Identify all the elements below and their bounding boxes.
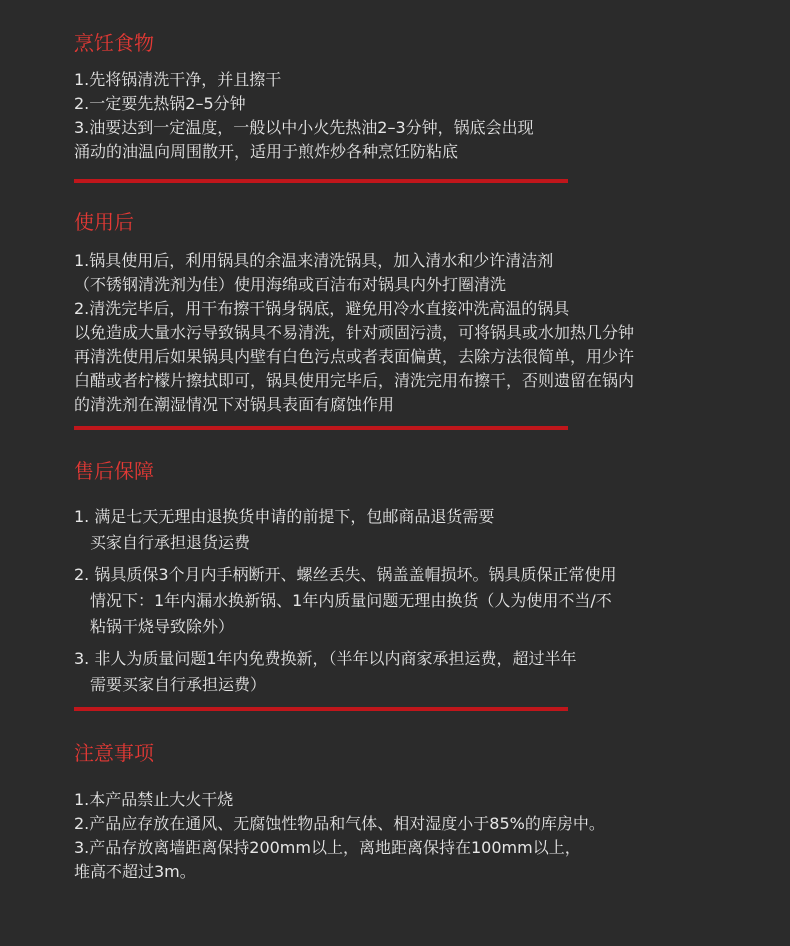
text-line: 以免造成大量水污导致锅具不易清洗，针对顽固污渍，可将锅具或水加热几分钟 xyxy=(74,323,635,342)
text-line: 1.先将锅清洗干净，并且擦干 xyxy=(74,70,282,89)
text-line: 买家自行承担退货运费 xyxy=(90,533,251,552)
text-line: 的清洗剂在潮湿情况下对锅具表面有腐蚀作用 xyxy=(74,395,395,414)
section-title-cooking: 烹饪食物 xyxy=(74,31,154,55)
divider xyxy=(74,707,568,711)
text-line: 白醋或者柠檬片擦拭即可，锅具使用完毕后，清洗完用布擦干，否则遗留在锅内 xyxy=(74,371,635,390)
text-line: （不锈钢清洗剂为佳）使用海绵或百洁布对锅具内外打圈清洗 xyxy=(74,275,507,294)
section-body-notes xyxy=(74,788,734,884)
section-after-use xyxy=(74,209,734,417)
text-line: 3.产品存放离墙距离保持200mm以上，离地距离保持在100mm以上， xyxy=(74,838,581,857)
section-body-after-sales xyxy=(74,504,734,698)
section-title-after-sales: 售后保障 xyxy=(74,459,154,483)
text-line: 3.油要达到一定温度，一般以中小火先热油2–3分钟，锅底会出现 xyxy=(74,118,534,137)
text-line: 2.一定要先热锅2–5分钟 xyxy=(74,94,246,113)
section-notes xyxy=(74,740,734,884)
divider xyxy=(74,426,568,430)
divider xyxy=(74,179,568,183)
section-title-notes: 注意事项 xyxy=(74,741,154,765)
section-cooking xyxy=(74,30,734,164)
section-body-after-use xyxy=(74,249,734,417)
section-body-cooking xyxy=(74,68,734,164)
text-line: 涌动的油温向周围散开，适用于煎炸炒各种烹饪防粘底 xyxy=(74,142,459,161)
text-line: 情况下：1年内漏水换新锅、1年内质量问题无理由换货（人为使用不当/不 xyxy=(90,591,612,610)
text-line: 2.产品应存放在通风、无腐蚀性物品和气体、相对湿度小于85%的库房中。 xyxy=(74,814,605,833)
text-line: 需要买家自行承担运费） xyxy=(90,675,267,694)
text-line: 2. 锅具质保3个月内手柄断开、螺丝丢失、锅盖盖帽损坏。锅具质保正常使用 xyxy=(74,565,617,584)
text-line: 堆高不超过3m。 xyxy=(74,862,196,881)
text-line: 1.锅具使用后，利用锅具的余温来清洗锅具，加入清水和少许清洁剂 xyxy=(74,251,554,270)
text-line: 1. 满足七天无理由退换货申请的前提下，包邮商品退货需要 xyxy=(74,507,495,526)
text-line: 3. 非人为质量问题1年内免费换新，（半年以内商家承担运费，超过半年 xyxy=(74,649,577,668)
text-line: 粘锅干烧导致除外） xyxy=(90,617,235,636)
text-line: 2.清洗完毕后，用干布擦干锅身锅底，避免用冷水直接冲洗高温的锅具 xyxy=(74,299,570,318)
text-line: 再清洗使用后如果锅具内壁有白色污点或者表面偏黄，去除方法很简单，用少许 xyxy=(74,347,635,366)
section-after-sales xyxy=(74,458,734,698)
text-line: 1.本产品禁止大火干烧 xyxy=(74,790,234,809)
section-title-after-use: 使用后 xyxy=(74,210,134,234)
